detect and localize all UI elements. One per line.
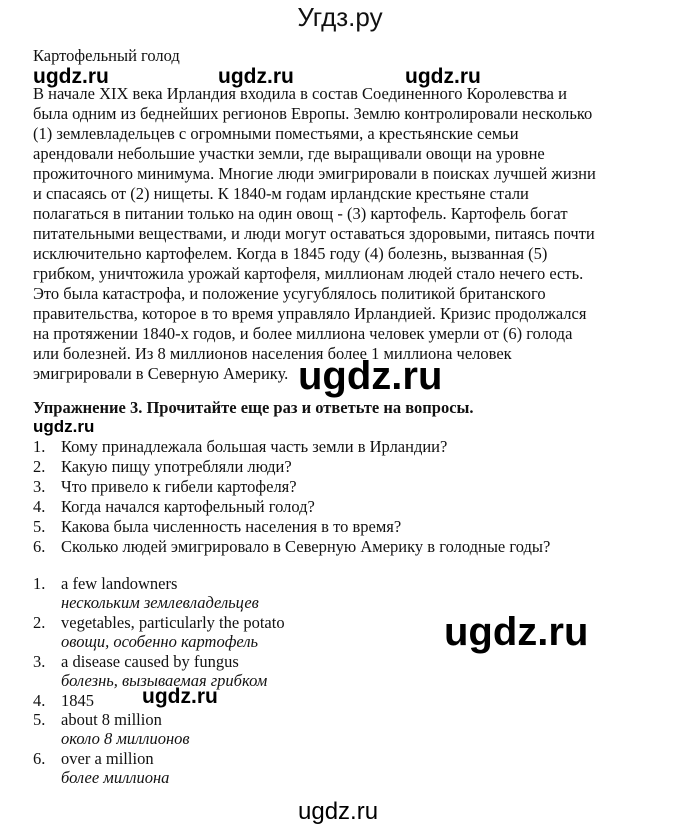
answer-text: about 8 million [61, 710, 162, 729]
text-line: была одним из беднейших регионов Европы. Землю контролировали несколько [33, 104, 593, 123]
question-number: 4. [33, 497, 46, 516]
text-line: прожиточного минимума. Многие люди эмигрировали в поисках лучшей жизни [33, 164, 596, 183]
question-number: 1. [33, 437, 46, 456]
watermark: ugdz.ru [405, 65, 481, 88]
watermark: ugdz.ru [218, 65, 294, 88]
answer-text: over a million [61, 749, 154, 768]
text-line: правительства, которое в то время управляло Ирландией. Кризис продолжался [33, 304, 587, 323]
text-line: на протяжении 1840-х годов, и более миллиона человек умерли от (6) голода [33, 324, 573, 343]
watermark: ugdz.ru [142, 685, 218, 708]
question-number: 3. [33, 477, 46, 496]
watermark: ugdz.ru [33, 417, 95, 436]
question-text: Когда начался картофельный голод? [61, 497, 315, 516]
question-text: Какую пищу употребляли люди? [61, 457, 292, 476]
question-text: Что привело к гибели картофеля? [61, 477, 297, 496]
watermark: ugdz.ru [33, 65, 109, 88]
text-line: эмигрировали в Северную Америку. [33, 364, 289, 383]
text-line: или болезней. Из 8 миллионов населения более 1 миллиона человек [33, 344, 512, 363]
answer-translation: нескольким землевладельцев [61, 593, 259, 612]
answer-number: 3. [33, 652, 46, 671]
text-line: полагаться в питании только на один овощ - (3) картофель. Картофель богат [33, 204, 568, 223]
text-line: арендовали небольшие участки земли, где выращивали овощи на уровне [33, 144, 545, 163]
question-number: 2. [33, 457, 46, 476]
question-number: 5. [33, 517, 46, 536]
answer-number: 5. [33, 710, 46, 729]
answer-number: 1. [33, 574, 46, 593]
text-line: и спасаясь от (2) нищеты. К 1840-м годам ирландские крестьяне стали [33, 184, 529, 203]
answer-translation: овощи, особенно картофель [61, 632, 259, 651]
text-line: грибком, уничтожила урожай картофеля, миллионам людей стало нечего есть. [33, 264, 584, 283]
answer-text: vegetables, particularly the potato [61, 613, 285, 632]
answer-number: 6. [33, 749, 46, 768]
text-line: исключительно картофелем. Когда в 1845 году (4) болезнь, вызванная (5) [33, 244, 548, 263]
exercise-heading: Упражнение 3. Прочитайте еще раз и ответьте на вопросы. [33, 398, 474, 417]
answer-translation: более миллиона [61, 768, 170, 787]
question-text: Кому принадлежала большая часть земли в Ирландии? [61, 437, 448, 456]
answer-translation: около 8 миллионов [61, 729, 190, 748]
question-text: Какова была численность населения в то время? [61, 517, 402, 536]
watermark: ugdz.ru [298, 798, 379, 825]
text-line: (1) землевладельцев с огромными поместьями, а крестьянские семьи [33, 124, 519, 143]
text-line: Это была катастрофа, и положение усугублялось политикой британского [33, 284, 546, 303]
question-text: Сколько людей эмигрировало в Северную Америку в голодные годы? [61, 537, 551, 556]
text-line: питательными веществами, и люди могут оставаться здоровыми, питаясь почти [33, 224, 595, 243]
answer-translation: болезнь, вызываемая грибком [61, 671, 268, 690]
watermark: ugdz.ru [444, 610, 589, 654]
answer-text: a disease caused by fungus [61, 652, 239, 671]
answer-number: 4. [33, 691, 46, 710]
answer-text: a few landowners [61, 574, 178, 593]
answer-number: 2. [33, 613, 46, 632]
text-line: В начале XIX века Ирландия входила в состав Соединенного Королевства и [33, 84, 567, 103]
site-title: Угдз.ру [297, 2, 383, 32]
watermark: ugdz.ru [298, 354, 443, 398]
question-number: 6. [33, 537, 46, 556]
text-title: Картофельный голод [33, 46, 180, 65]
answer-text: 1845 [61, 691, 94, 710]
